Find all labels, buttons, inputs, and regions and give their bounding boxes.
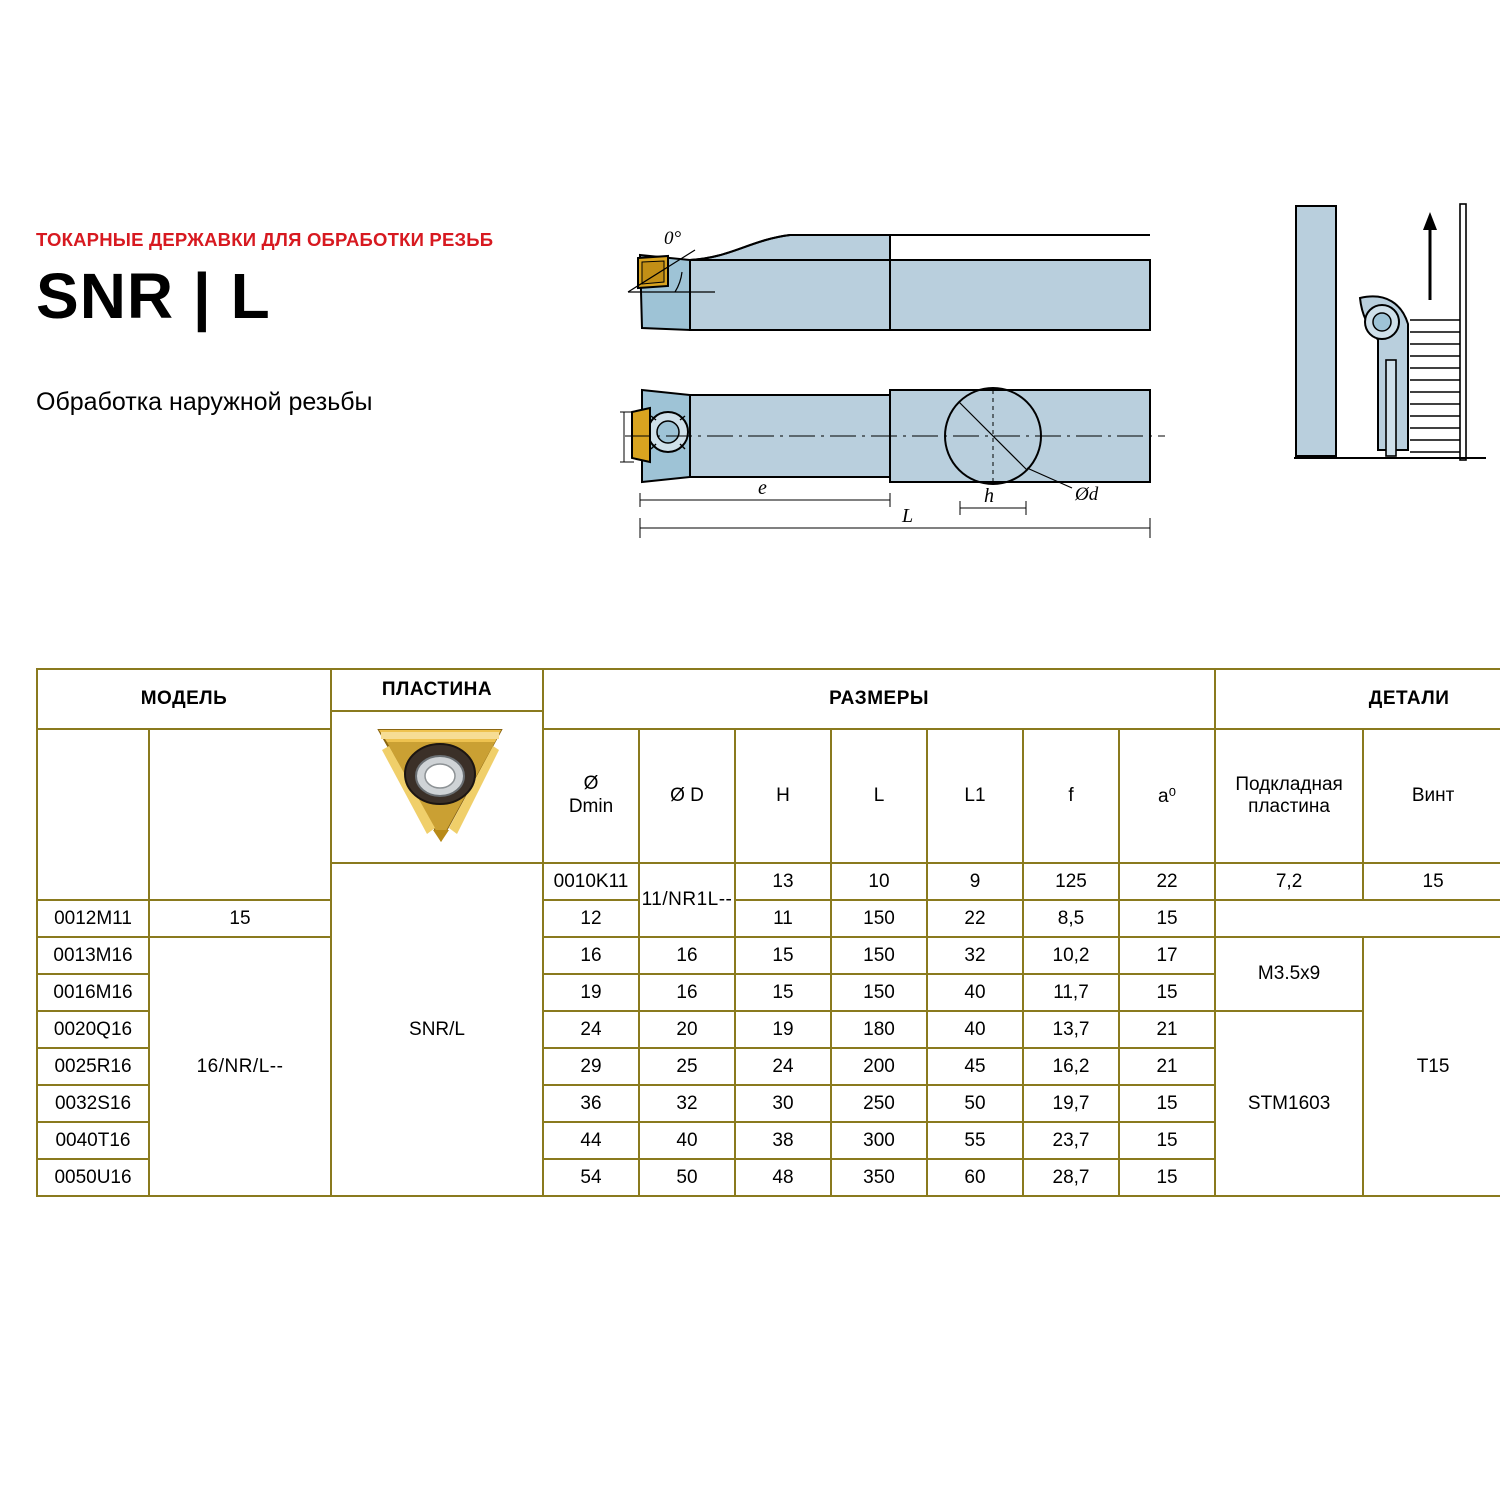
cell-f: 11,7 [1023,974,1119,1011]
header-h: H [735,729,831,863]
cell-l1: 22 [927,900,1023,937]
cell-alpha: 15 [1119,974,1215,1011]
header-parts: ДЕТАЛИ [1215,669,1500,729]
cell-alpha: 15 [1119,1085,1215,1122]
model-name: 0020Q16 [37,1011,149,1048]
header-pad-plate: Подкладная пластина [1215,729,1363,863]
application-view-svg [1290,200,1500,530]
model-name: 0032S16 [37,1085,149,1122]
cell-d: 32 [639,1085,735,1122]
side-view-drawing [620,388,1165,538]
cell-l: 150 [831,974,927,1011]
cell-l: 300 [831,1122,927,1159]
page-title: SNR | L [36,260,271,333]
cell-f: 10,2 [1023,937,1119,974]
cell-alpha: 21 [1119,1048,1215,1085]
family-label: SNR/L [331,863,543,1196]
header-dimensions: РАЗМЕРЫ [543,669,1215,729]
page-header [36,230,636,417]
cell-dmin: 24 [543,1011,639,1048]
header-l: L [831,729,927,863]
insert-image-cell [331,711,543,863]
cell-l: 150 [831,937,927,974]
cell-h: 9 [927,863,1023,900]
model-name: 0050U16 [37,1159,149,1196]
header-alpha: a⁰ [1119,729,1215,863]
header-f: f [1023,729,1119,863]
cell-h: 30 [735,1085,831,1122]
cell-key: T15 [1363,937,1500,1196]
cell-l1: 45 [927,1048,1023,1085]
insert-code: 11/NR1L-- [639,863,735,937]
cell-d: 25 [639,1048,735,1085]
cell-h: 19 [735,1011,831,1048]
model-name: 0040T16 [37,1122,149,1159]
model-name: 0025R16 [37,1048,149,1085]
e-label: e [758,477,767,499]
cell-f: 13,7 [1023,1011,1119,1048]
page-kicker: ТОКАРНЫЕ ДЕРЖАВКИ ДЛЯ ОБРАБОТКИ РЕЗЬБ [36,229,494,250]
cell-d: 10 [831,863,927,900]
cell-alpha: 15 [1363,863,1500,900]
cell-l1: 22 [1119,863,1215,900]
h-label: h [984,485,994,507]
cell-h: 38 [735,1122,831,1159]
cell-d: 40 [639,1122,735,1159]
cell-d: 50 [639,1159,735,1196]
angle-label: 0° [664,228,682,249]
cell-f: 23,7 [1023,1122,1119,1159]
cell-screw: M3.5x9 [1215,937,1363,1011]
insert-code: 16/NR/L-- [149,937,331,1196]
l-label: L [902,505,914,527]
cell-f: 19,7 [1023,1085,1119,1122]
threading-insert-icon [349,712,525,862]
cell-d: 12 [543,900,639,937]
cell-d: 16 [639,974,735,1011]
cell-h: 11 [735,900,831,937]
spec-table [36,668,1500,1197]
header-l1: L1 [927,729,1023,863]
model-name: 0016M16 [37,974,149,1011]
cell-d: 20 [639,1011,735,1048]
cell-l: 150 [831,900,927,937]
cell-f: 7,2 [1215,863,1363,900]
cell-alpha: 15 [1119,900,1215,937]
cell-alpha: 15 [1119,1159,1215,1196]
cell-pad-plate: STM1603 [1215,1011,1363,1196]
cell-l1: 40 [927,1011,1023,1048]
cell-f: 28,7 [1023,1159,1119,1196]
application-view [1290,200,1500,530]
header-model-name-spacer [149,729,331,900]
cell-dmin: 36 [543,1085,639,1122]
cell-d: 16 [639,937,735,974]
cell-dmin: 54 [543,1159,639,1196]
table-row [37,937,1500,974]
header-dmin-bottom: Dmin [568,796,614,817]
header-dmin [543,729,639,863]
cell-dmin: 16 [543,937,639,974]
header-screw: Винт [1363,729,1500,863]
cell-dmin: 29 [543,1048,639,1085]
cell-l1: 60 [927,1159,1023,1196]
cell-f: 16,2 [1023,1048,1119,1085]
model-name: 0012M11 [37,900,149,937]
cell-l: 350 [831,1159,927,1196]
cell-alpha: 15 [1119,1122,1215,1159]
cell-dmin: 15 [149,900,331,937]
cell-l1: 40 [927,974,1023,1011]
cell-alpha: 17 [1119,937,1215,974]
top-view-drawing [628,228,1150,330]
cell-h: 15 [735,974,831,1011]
header-d: Ø D [639,729,735,863]
header-model: МОДЕЛЬ [37,669,331,729]
model-name: 0010K11 [543,863,639,900]
cell-l: 250 [831,1085,927,1122]
table-row [37,900,1500,937]
model-name: 0013M16 [37,937,149,974]
cell-l: 200 [831,1048,927,1085]
d-label: Ød [1075,484,1099,505]
cell-alpha: 21 [1119,1011,1215,1048]
cell-l1: 50 [927,1085,1023,1122]
header-dmin-top: Ø [583,773,599,795]
cell-h: 15 [735,937,831,974]
header-model-spacer [37,729,149,900]
cell-dmin: 19 [543,974,639,1011]
spec-table-wrapper [36,668,1468,1197]
cell-h: 24 [735,1048,831,1085]
cell-l: 125 [1023,863,1119,900]
cell-h: 48 [735,1159,831,1196]
cell-l1: 32 [927,937,1023,974]
cell-dmin: 13 [735,863,831,900]
cell-f: 8,5 [1023,900,1119,937]
page-subtitle: Обработка наружной резьбы [36,388,373,417]
header-insert: ПЛАСТИНА [331,669,543,711]
cell-dmin: 44 [543,1122,639,1159]
cell-l1: 55 [927,1122,1023,1159]
cell-l: 180 [831,1011,927,1048]
